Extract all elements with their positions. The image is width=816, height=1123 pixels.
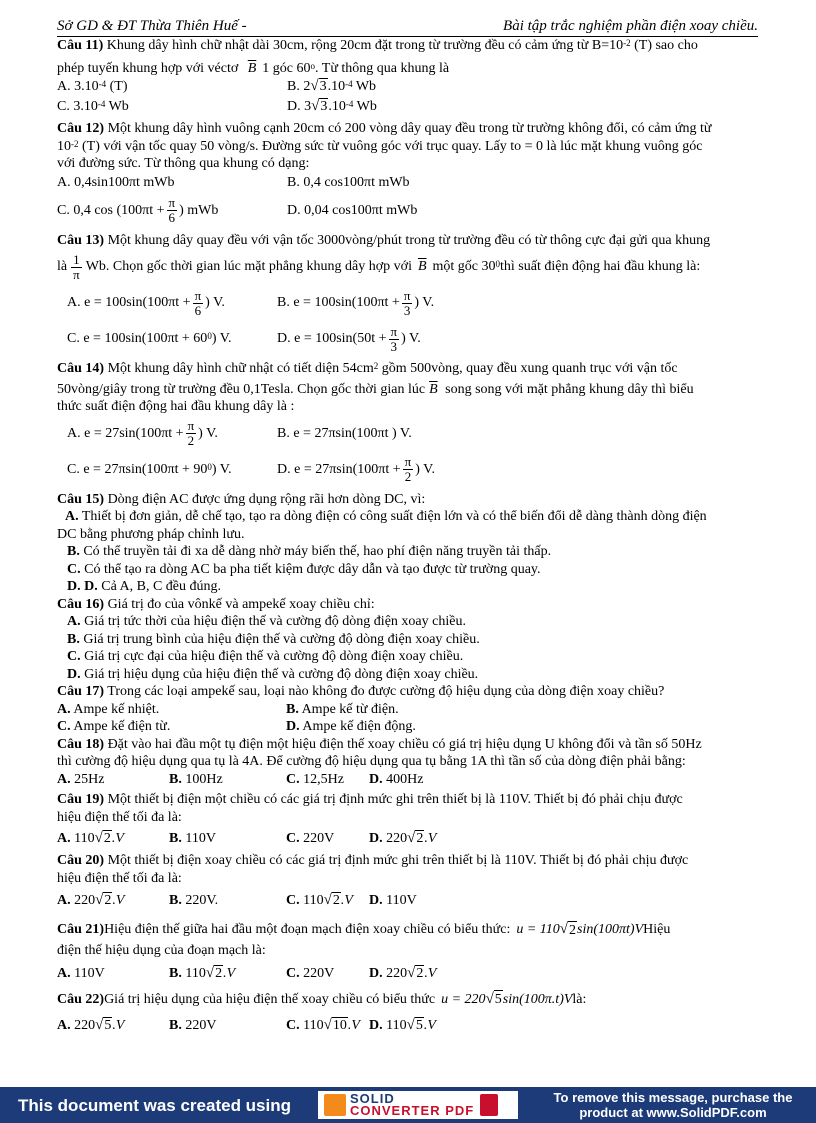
option-b: B. 220V [169, 1017, 217, 1033]
option-b: B. 110√2.V [169, 964, 236, 981]
pdf-icon [480, 1094, 498, 1116]
option-b: B. 220V. [169, 893, 219, 909]
content [57, 37, 765, 1040]
option-c: C. Giá trị cực đại của hiệu điện thế và cường độ dòng điện xoay chiều. [67, 649, 464, 664]
option-c: C. 110√10.V [286, 1016, 360, 1033]
option-c: C. 0,4 cos (100πt + $\frac{\pi}{6}$ ) mWb [57, 195, 219, 225]
options [57, 77, 765, 97]
page-header [57, 16, 758, 37]
option-a: A. 110√2.V [57, 830, 124, 847]
option-c: C. Có thể tạo ra dòng AC ba pha tiết kiệm được dây dẫn và tạo được từ trường quay. [67, 561, 541, 577]
question-11: Câu 11) Khung dây hình chữ nhật dài 30cm, rộng 20cm đặt trong từ trường đều có cảm ứng từ $B=10^{-2}$ (T) sao cho phép tuyến khung hợp với véctơ $\overline{B}$ 1 góc 60$^o$. Từ thông qua khung là A. $3.10^{-4}$ (T) B. $2√3.10^{-4}$ Wb C. $3.10^{-4}$ Wb D. $3√3.10^{-4}$ Wb [57, 37, 765, 117]
options [57, 193, 765, 229]
question-13: Câu 13) Một khung dây quay đều với vận tốc 3000vòng/phút trong từ trường đều có từ thông cực đại gửi qua khung là $\frac{1}{\pi}$ Wb. Chọn gốc thời gian lúc mặt phẳng khung dây hợp với $\overline{B}$ một gốc 30 $^0$ thì suất điện động hai đầu khung là: A. e = 100sin(100πt + $\frac{\pi}{6}$ ) V. B. e = 100sin(100πt + $\frac{\pi}{3}$ ) V. C. $e = 100\sin(100\pi t + 60^0)$ V. D. e = 100sin(50t + $\frac{\pi}{3}$ ) V. [57, 232, 765, 358]
option-a: A. 25Hz [57, 771, 105, 787]
watermark-footer[interactable] [0, 1087, 816, 1123]
question-19: Câu 19) Một thiết bị điện một chiều có các giá trị định mức ghi trên thiết bị là 110V. Thiết bị đó phải chịu được hiệu điện thế tối đa là: A. 110√2.V B. 110V C. 220V D. 220√2.V [57, 791, 765, 852]
question-18: Câu 18) Đặt vào hai đầu một tụ điện một hiệu điện thế xoay chiều có giá trị hiệu dụng U không đổi và tần số 50Hz thì cường độ hiệu dụng qua tụ là 4A. Để cường độ hiệu dụng qua tụ bằng 1A thì tần số của dòng điện phải bằng: A. 25Hz B. 100Hz C. 12,5Hz D. 400Hz [57, 736, 765, 789]
option-b: B. 100Hz [169, 771, 223, 787]
options [57, 285, 765, 321]
option-d: D. e = 100sin(50t + $\frac{\pi}{3}$ ) V. [277, 323, 421, 354]
option-d: D. e = 27πsin(100πt + $\frac{\pi}{2}$ ) V. [277, 454, 435, 484]
solid-converter-logo: SOLID CONVERTER PDF [318, 1091, 518, 1119]
option-b: B. Giá trị trung bình của hiệu điện thế và cường độ dòng điện xoay chiều. [67, 631, 480, 647]
options [57, 887, 765, 915]
options [57, 416, 765, 452]
option-b: B. $2√3.10^{-4}$ Wb [287, 78, 377, 95]
options [57, 321, 765, 357]
option-c: C. 220V [286, 965, 335, 981]
option-a: A. Thiết bị đơn giản, dễ chế tạo, tạo ra dòng điện có công suất điện lớn và có thể biến đổi dễ dàng thành dòng điện [65, 509, 707, 524]
option-b: B. 0,4 cos100πt mWb [287, 174, 410, 190]
question-number: Câu 20) [57, 853, 105, 868]
option-a: A. e = 100sin(100πt + $\frac{\pi}{6}$ ) V. [67, 287, 225, 318]
options [57, 452, 765, 488]
option-c: C. 220V [286, 831, 335, 847]
option-d: D. 0,04 cos100πt mWb [287, 202, 418, 218]
question-number: Câu 11) [57, 38, 104, 53]
question-number: Câu 22) [57, 991, 105, 1007]
question-number: Câu 21) [57, 922, 105, 938]
option-c: C. 12,5Hz [286, 771, 344, 787]
options [57, 173, 765, 193]
option-d: D. 110√5.V [369, 1016, 436, 1033]
option-d: D. 110V [369, 893, 417, 909]
options [57, 771, 765, 789]
option-a: A. $3.10^{-4}$ (T) [57, 79, 128, 95]
option-a: A. e = 27sin(100πt + $\frac{\pi}{2}$ ) V. [67, 418, 218, 448]
option-a: A. 0,4sin100πt mWb [57, 174, 175, 190]
question-16: Câu 16) Giá trị đo của vônkế và ampekế xoay chiều chỉ: A. Giá trị tức thời của hiệu điện thế và cường độ dòng điện xoay chiều. B. Giá trị trung bình của hiệu điện thế và cường độ dòng điện xoay chiều. C. Giá trị cực đại của hiệu điện thế và cường độ dòng điện xoay chiều. D. Giá trị hiệu dụng của hiệu điện thế và cường độ dòng điện xoay chiều. [57, 596, 765, 684]
option-c: C. $e = 27\pi\sin(100\pi t + 90^0)$ V. [67, 461, 232, 477]
header-right: Bài tập trắc nghiệm phần điện xoay chiều. [503, 18, 758, 34]
solid-logo-icon [324, 1094, 346, 1116]
options [57, 1012, 765, 1040]
question-number: Câu 13) [57, 232, 105, 248]
question-15: Câu 15) Dòng điện AC được ứng dụng rộng rãi hơn dòng DC, vì: A. Thiết bị đơn giản, dễ chế tạo, tạo ra dòng điện có công suất điện lớn và có thể biến đổi dễ dàng thành dòng điện DC bằng phương pháp chỉnh lưu. B. Có thể truyền tải đi xa dễ dàng nhờ máy biến thế, hao phí điện năng truyền tải thấp. C. Có thể tạo ra dòng AC ba pha tiết kiệm được dây dẫn và tạo được từ trường quay. D. D. Cả A, B, C đều đúng. [57, 491, 765, 596]
option-a: A. 110V [57, 965, 105, 981]
question-number: Câu 14) [57, 361, 105, 376]
question-22: Câu 22) Giá trị hiệu dụng của hiệu điện thế xoay chiều có biểu thức u = 220 √ 5 sin(100π.t)V là: A. 220√5.V B. 220V C. 110√10.V D. 110√5.V [57, 988, 765, 1040]
option-d: D. 220√2.V [369, 964, 437, 981]
option-b: B. e = 27πsin(100πt ) V. [277, 425, 412, 441]
option-c: C. 110√2.V [286, 892, 353, 909]
option-b: B. Ampe kế từ điện. [286, 701, 399, 717]
options [57, 97, 765, 117]
question-number: Câu 18) [57, 736, 105, 752]
question-12: Câu 12) Một khung dây hình vuông cạnh 20cm có 200 vòng dây quay đều trong từ trường không đổi, có cảm ứng từ $10^{-2}$ (T) với vận tốc quay 50 vòng/s. Đường sức từ vuông góc với trục quay. Lấy to = 0 là lúc mặt khung vuông góc với đường sức. Từ thông qua khung có dạng: A. 0,4sin100πt mWb B. 0,4 cos100πt mWb C. 0,4 cos (100πt + $\frac{\pi}{6}$ ) mWb D. 0,04 cos100πt mWb [57, 120, 765, 229]
option-a: A. 220√2.V [57, 892, 125, 909]
option-c: C. Ampe kế điện từ. [57, 719, 171, 734]
option-d: D. Ampe kế điện động. [286, 719, 416, 734]
question-14: Câu 14) Một khung dây hình chữ nhật có tiết diện $54cm^2$ gồm 500vòng, quay đều xung quanh trục với vận tốc 50vòng/giây trong từ trường đều 0,1Tesla. Chọn gốc thời gian lúc $\overline{B}$ song song với mặt phẳng khung dây thì biểu thức suất điện động hai đầu khung dây là : A. e = 27sin(100πt + $\frac{\pi}{2}$ ) V. B. e = 27πsin(100πt ) V. C. $e = 27\pi\sin(100\pi t + 90^0)$ V. D. e = 27πsin(100πt + $\frac{\pi}{2}$ ) V. [57, 360, 765, 488]
option-c: C. $e = 100\sin(100\pi t + 60^0)$ V. [67, 331, 232, 347]
option-d: D. 220√2.V [369, 830, 437, 847]
option-b: B. e = 100sin(100πt + $\frac{\pi}{3}$ ) V. [277, 287, 435, 318]
footer-created-text: This document was created using [18, 1096, 292, 1115]
question-20: Câu 20) Một thiết bị điện xoay chiều có các giá trị định mức ghi trên thiết bị là 110V. Thiết bị đó phải chịu được hiệu điện thế tối đa là: A. 220√2.V B. 220V. C. 110√2.V D. 110V [57, 852, 765, 915]
option-b: B. Có thể truyền tải đi xa dễ dàng nhờ máy biến thế, hao phí điện năng truyền tải thấp. [67, 544, 552, 559]
question-number: Câu 17) [57, 684, 105, 699]
option-b: B. 110V [169, 831, 216, 847]
option-a: A. Giá trị tức thời của hiệu điện thế và cường độ dòng điện xoay chiều. [67, 614, 466, 629]
option-d: D. D. Cả A, B, C đều đúng. [67, 579, 222, 594]
option-d: D. Giá trị hiệu dụng của hiệu điện thế và cường độ dòng điện xoay chiều. [67, 666, 479, 682]
option-c: C. $3.10^{-4}$ Wb [57, 99, 129, 115]
options [57, 960, 765, 988]
question-21: Câu 21) Hiệu điện thế giữa hai đầu một đoạn mạch điện xoay chiều có biểu thức: u = 110 √ 2 sin(100πt)V Hiệu điện thế hiệu dụng của đoạn mạch là: A. 110V B. 110√2.V C. 220V D. 220√2.V [57, 918, 765, 988]
question-number: Câu 16) [57, 596, 105, 612]
footer-purchase-link[interactable]: To remove this message, purchase the product at www.SolidPDF.com [553, 1090, 793, 1120]
option-a: A. Ampe kế nhiệt. [57, 701, 160, 717]
header-left: Sở GD & ĐT Thừa Thiên Huế - [57, 18, 247, 34]
question-number: Câu 12) [57, 121, 105, 136]
option-a: A. 220√5.V [57, 1016, 125, 1033]
question-17: Câu 17) Trong các loại ampekế sau, loại nào không đo được cường độ hiệu dụng của dòng điện xoay chiều? A. Ampe kế nhiệt. B. Ampe kế từ điện. C. Ampe kế điện từ. D. Ampe kế điện động. [57, 684, 665, 734]
question-number: Câu 19) [57, 792, 105, 807]
options [57, 826, 765, 852]
question-number: Câu 15) [57, 491, 105, 507]
option-d: D. $3√3.10^{-4}$ Wb [287, 98, 377, 115]
option-d: D. 400Hz [369, 771, 424, 787]
